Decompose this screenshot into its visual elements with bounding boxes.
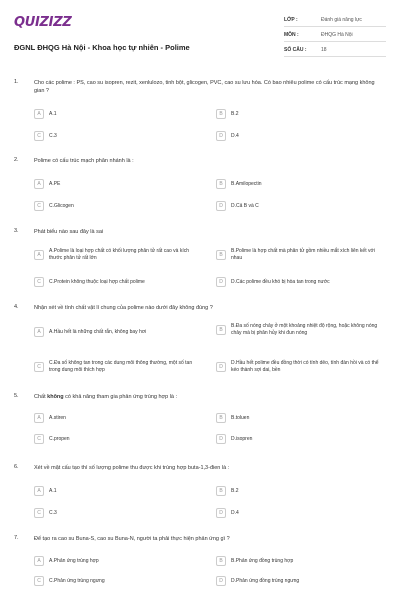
question-text: Phát biểu nào sau đây là sai [34,229,104,235]
option-letter-badge: A [34,250,44,260]
info-key: LỚP : [284,17,298,23]
question-number: 1. [14,79,19,85]
quizizz-logo: QUIZIZZ [14,15,72,30]
option-letter-badge: D [216,576,226,586]
option-text: D.Hầu hết polime đều đồng thời có tính dẻo, tính đàn hồi và có thể kéo thành sợi dai, bền [231,360,379,373]
option-text: D.Phản ứng đồng trùng ngưng [231,577,300,584]
option-text: B.2 [231,487,239,494]
question-text: Để tạo ra cao su Buna-S, cao su Buna-N, người ta phải thực hiện phản ứng gì ? [34,536,230,542]
option-text: B.Phản ứng đồng trùng hợp [231,557,294,564]
question-text: Polime có cấu trúc mạch phân nhánh là : [34,158,134,164]
option-text: B.Đa số nóng chảy ở một khoảng nhiệt độ rộng, hoặc không nóng chảy mà bị phân hủy khi đun nóng [231,323,378,336]
question-number: 7. [14,535,19,541]
option-c[interactable] [34,434,199,444]
option-letter-badge: C [34,508,44,518]
info-row-subject [284,27,386,42]
option-text: B.2 [231,110,239,117]
info-key: MÔN : [284,32,299,38]
option-d[interactable] [216,277,381,287]
option-letter-badge: D [216,277,226,287]
option-b[interactable] [216,179,381,189]
option-a[interactable] [34,486,199,496]
info-table [284,12,386,57]
option-letter-badge: A [34,179,44,189]
question-number: 2. [14,157,19,163]
option-text: A.Phản ứng trùng hợp [49,557,99,564]
option-letter-badge: B [216,413,226,423]
option-c[interactable] [34,201,199,211]
option-letter-badge: B [216,109,226,119]
option-c[interactable] [34,277,199,287]
option-a[interactable] [34,179,199,189]
option-letter-badge: A [34,109,44,119]
option-b[interactable] [216,556,381,566]
option-text: C.Glicogen [49,202,74,209]
option-b[interactable] [216,109,381,119]
option-d[interactable] [216,434,381,444]
info-value: ĐHQG Hà Nội [321,32,353,38]
option-a[interactable] [34,413,199,423]
option-letter-badge: D [216,131,226,141]
option-letter-badge: D [216,508,226,518]
option-d[interactable] [216,360,381,374]
option-text: A.Hầu hết là những chất rắn, không bay hơi [49,328,147,335]
option-text: C.Phản ứng trùng ngưng [49,577,105,584]
question-text-start: Chất [34,394,48,400]
option-d[interactable] [216,131,381,141]
option-text: C.Protein không thuộc loại hợp chất polime [49,278,145,285]
option-d[interactable] [216,508,381,518]
question-number: 6. [14,464,19,470]
option-a[interactable] [34,556,199,566]
option-text: C.3 [49,509,57,516]
option-letter-badge: C [34,201,44,211]
option-c[interactable] [34,576,199,586]
info-key: SỐ CÂU : [284,47,307,53]
question-number: 4. [14,304,19,310]
option-b[interactable] [216,248,381,262]
option-c[interactable] [34,360,199,374]
option-text: B.Polime là hợp chất mà phân tử gồm nhiều mắt xích liên kết với nhau [231,248,375,261]
question-text [34,393,379,401]
option-letter-badge: C [34,131,44,141]
page-title: ĐGNL ĐHQG Hà Nội - Khoa học tự nhiên - Polime [14,43,190,52]
option-text: C.3 [49,132,57,139]
option-letter-badge: C [34,434,44,444]
option-text: B.Amilopectin [231,180,262,187]
option-text: D.Các polime đều khó bị hòa tan trong nước [231,278,330,285]
option-text: D.4 [231,132,239,139]
option-letter-badge: C [34,576,44,586]
question-text: Nhận xét về tính chất vật lí chung của polime nào dưới đây không đúng ? [34,305,213,311]
option-letter-badge: B [216,325,226,335]
option-a[interactable] [34,109,199,119]
option-text: D.Cả B và C [231,202,259,209]
info-row-class [284,12,386,27]
option-c[interactable] [34,508,199,518]
option-text: A.1 [49,487,57,494]
option-d[interactable] [216,576,381,586]
info-row-question-count [284,42,386,57]
option-letter-badge: B [216,250,226,260]
option-d[interactable] [216,201,381,211]
option-text: A.1 [49,110,57,117]
option-text: A.Polime là loại hợp chất có khối lượng phân tử rất cao và kích thước phân tử rất lớn [49,248,189,261]
option-text: B.toluen [231,414,250,421]
option-text: D.4 [231,509,239,516]
question-text: Cho các polime : PS, cao su isopren, rezit, xenlulozo, tinh bột, glicogen, PVC, cao su lưu hóa. Có bao nhiêu polime có cấu trúc mạng không gian ? [34,80,375,94]
option-text: A.PE [49,180,61,187]
question-text-emphasis: không [47,394,64,400]
option-letter-badge: A [34,327,44,337]
option-letter-badge: D [216,362,226,372]
option-b[interactable] [216,323,381,337]
option-letter-badge: B [216,556,226,566]
option-text: C.propen [49,435,70,442]
option-b[interactable] [216,486,381,496]
info-value: 18 [321,47,327,53]
question-text: Xét về mặt cấu tạo thì số lượng polime thu được khi trùng hợp buta-1,3-đien là : [34,465,230,471]
option-letter-badge: A [34,556,44,566]
worksheet-header [14,12,386,68]
option-text: C.Đa số không tan trong các dung môi thông thường, một số tan trong dung môi thích hợp [49,360,193,373]
option-a[interactable] [34,327,199,337]
option-letter-badge: C [34,362,44,372]
info-value: Đánh giá năng lực [321,17,362,23]
option-letter-badge: D [216,201,226,211]
option-c[interactable] [34,131,199,141]
option-letter-badge: D [216,434,226,444]
question-number: 5. [14,393,19,399]
option-text: A.stiren [49,414,66,421]
option-letter-badge: A [34,413,44,423]
option-b[interactable] [216,413,381,423]
option-letter-badge: C [34,277,44,287]
option-letter-badge: B [216,486,226,496]
option-letter-badge: B [216,179,226,189]
option-a[interactable] [34,248,199,262]
option-letter-badge: A [34,486,44,496]
option-text: D.isopren [231,435,253,442]
question-text-end: có khả năng tham gia phản ứng trùng hợp là : [63,394,178,400]
question-number: 3. [14,228,19,234]
